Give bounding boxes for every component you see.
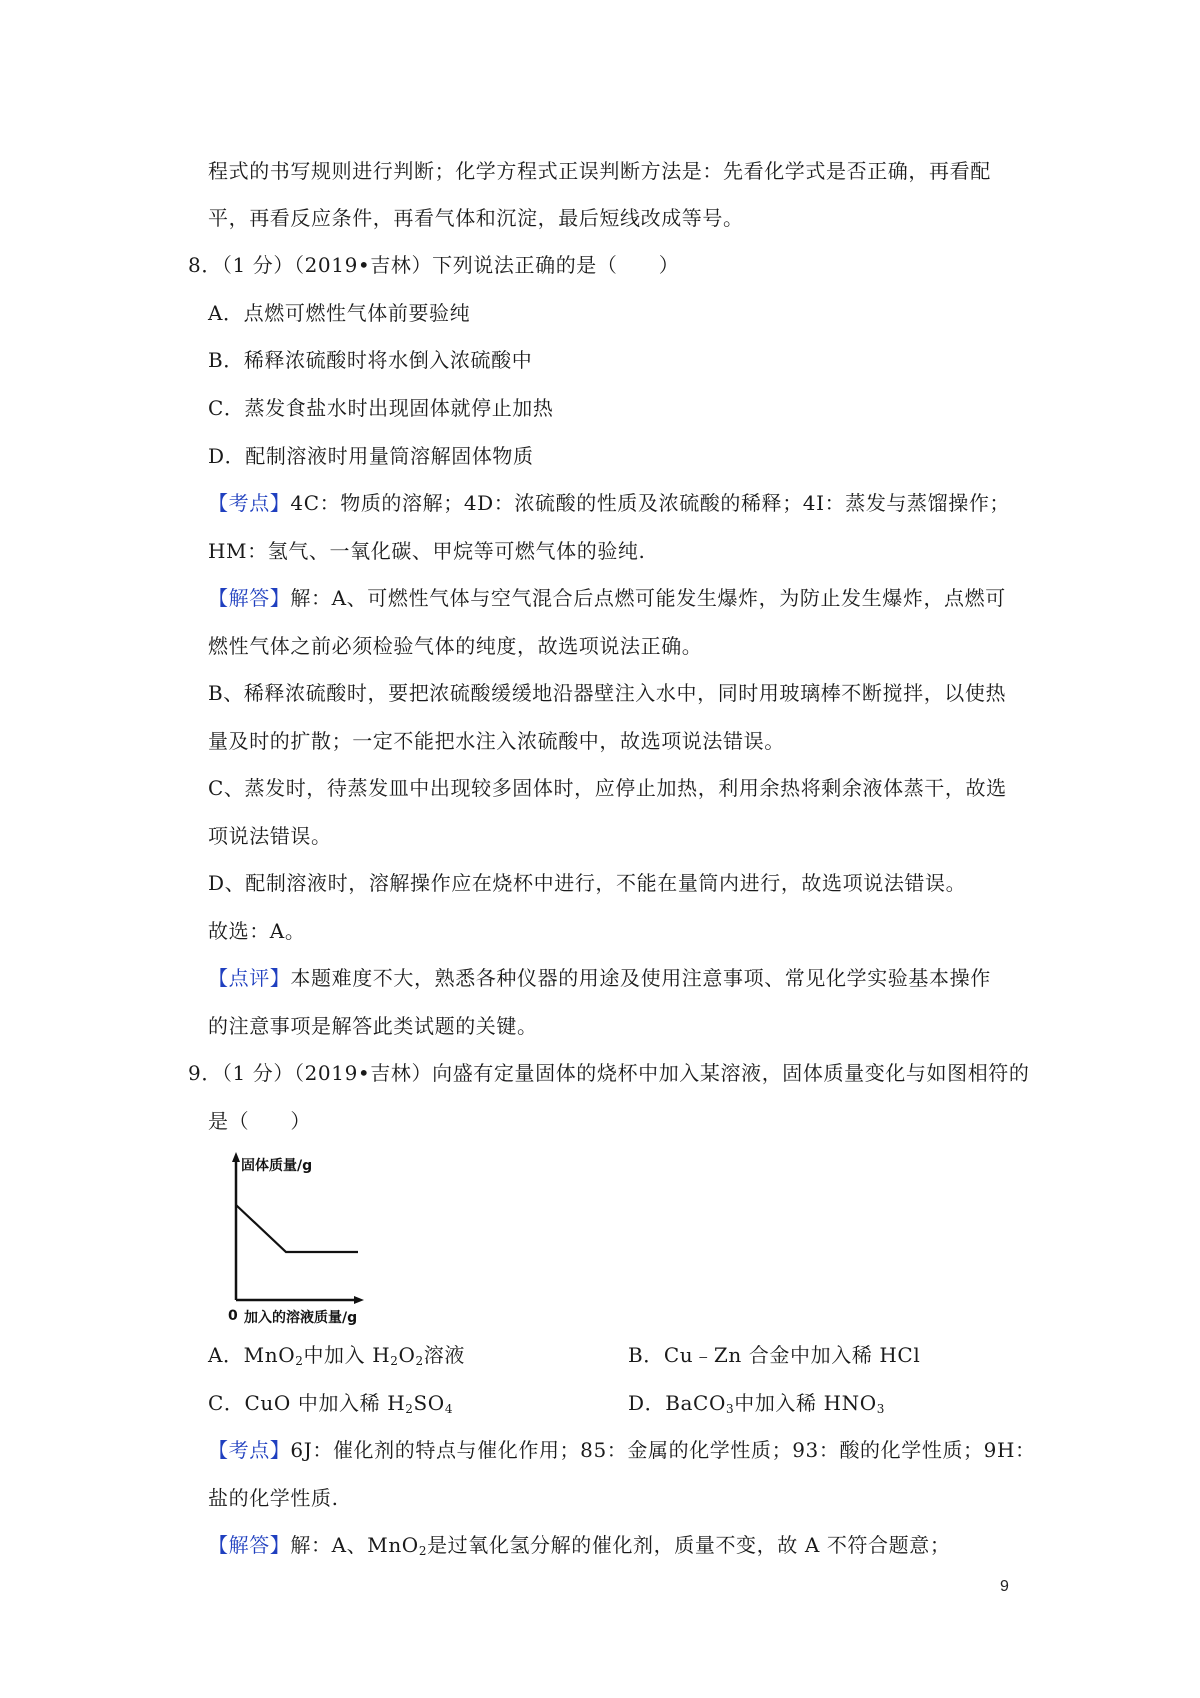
graph-x-arrow: [354, 1296, 364, 1304]
graph-line: [236, 1205, 358, 1252]
graph-ylabel: 固体质量/g: [241, 1158, 313, 1174]
q9-option-d-sub2: 3: [876, 1402, 885, 1416]
q9-option-d-post: 中加入稀 HNO: [734, 1391, 877, 1415]
q9-kaodian-text-2: 盐的化学性质.: [208, 1486, 339, 1510]
q9-jieda-post: 是过氧化氢分解的催化剂，质量不变，故 A 不符合题意；: [427, 1533, 951, 1557]
q9-jieda-pre: 解：A、MnO: [290, 1533, 419, 1557]
q9-option-d: [628, 1390, 885, 1422]
q8-option-c: C．蒸发食盐水时出现固体就停止加热: [208, 396, 554, 420]
continuation-line-2: 平，再看反应条件，再看气体和沉淀，最后短线改成等号。: [208, 206, 744, 230]
q9-jieda: [208, 1532, 950, 1564]
q8-jieda-text-7: D、配制溶液时，溶解操作应在烧杯中进行，不能在量筒内进行，故选项说法错误。: [208, 871, 967, 895]
q8-dianping-text-1: 本题难度不大，熟悉各种仪器的用途及使用注意事项、常见化学实验基本操作: [290, 966, 991, 990]
q8-jieda-text-1: 解：A、可燃性气体与空气混合后点燃可能发生爆炸，为防止发生爆炸，点燃可: [290, 586, 1006, 610]
q8-kaodian-text-1: 4C：物质的溶解；4D：浓硫酸的性质及浓硫酸的稀释；4I：蒸发与蒸馏操作；: [290, 491, 1011, 515]
q8-option-b: B．稀释浓硫酸时将水倒入浓硫酸中: [208, 348, 533, 372]
q9-option-a: [208, 1342, 465, 1374]
q9-option-c-sub1: 2: [405, 1402, 414, 1416]
q9-option-a-o: O: [398, 1343, 416, 1367]
q9-graph: [208, 1150, 368, 1325]
graph-y-arrow: [232, 1152, 240, 1162]
q9-option-b: B．Cu﹣Zn 合金中加入稀 HCl: [628, 1343, 921, 1367]
kaodian-tag: 【考点】: [208, 491, 291, 515]
q8-option-d: D．配制溶液时用量筒溶解固体物质: [208, 444, 534, 468]
q8-jieda: [208, 585, 1006, 611]
q9-jieda-tag: 【解答】: [208, 1533, 291, 1557]
q9-kaodian-tag: 【考点】: [208, 1438, 291, 1462]
q8-stem: 8．（1 分）（2019•吉林）下列说法正确的是（ ）: [188, 253, 680, 277]
q8-kaodian-text-2: HM：氢气、一氧化碳、甲烷等可燃气体的验纯.: [208, 539, 646, 563]
page-number: 9: [1000, 1578, 1009, 1595]
q9-option-c-sub2: 4: [444, 1402, 454, 1416]
q9-stem-1: 9．（1 分）（2019•吉林）向盛有定量固体的烧杯中加入某溶液，固体质量变化与如图相符的: [188, 1061, 1030, 1085]
q8-jieda-text-2: 燃性气体之前必须检验气体的纯度，故选项说法正确。: [208, 634, 703, 658]
q9-option-a-sub2: 2: [390, 1354, 399, 1368]
q9-option-a-pre: A．MnO: [208, 1343, 296, 1367]
q8-jieda-text-4: 量及时的扩散；一定不能把水注入浓硫酸中，故选项说法错误。: [208, 729, 785, 753]
q9-option-d-sub1: 3: [725, 1402, 735, 1416]
q9-option-c: [208, 1390, 453, 1422]
q9-kaodian-text-1: 6J：催化剂的特点与催化作用；85：金属的化学性质；93：酸的化学性质；9H：: [290, 1438, 1036, 1462]
graph-xlabel: 加入的溶液质量/g: [244, 1310, 358, 1325]
q9-option-c-pre: C．CuO 中加入稀 H: [208, 1391, 406, 1415]
q8-jieda-text-6: 项说法错误。: [208, 824, 332, 848]
q9-stem-2: 是（ ）: [208, 1109, 311, 1133]
q9-option-a-sub1: 2: [295, 1354, 304, 1368]
q9-option-c-mid: SO: [413, 1391, 445, 1415]
q9-jieda-sub: 2: [418, 1544, 428, 1558]
q8-jieda-text-3: B、稀释浓硫酸时，要把浓硫酸缓缓地沿器壁注入水中，同时用玻璃棒不断搅拌，以使热: [208, 681, 1007, 705]
q9-option-a-post: 溶液: [423, 1343, 465, 1367]
q8-option-a: A．点燃可燃性气体前要验纯: [208, 301, 471, 325]
q8-kaodian: [208, 490, 1010, 516]
q9-option-a-sub3: 2: [415, 1354, 424, 1368]
graph-origin: 0: [228, 1308, 238, 1324]
q8-dianping-text-2: 的注意事项是解答此类试题的关键。: [208, 1014, 538, 1038]
q9-option-a-mid: 中加入 H: [303, 1343, 391, 1367]
q9-kaodian: [208, 1437, 1036, 1463]
q9-option-d-pre: D．BaCO: [628, 1391, 726, 1415]
jieda-tag: 【解答】: [208, 586, 291, 610]
q8-jieda-text-5: C、蒸发时，待蒸发皿中出现较多固体时，应停止加热，利用余热将剩余液体蒸干，故选: [208, 776, 1007, 800]
q8-dianping: [208, 965, 991, 991]
q8-jieda-text-8: 故选：A。: [208, 919, 306, 943]
continuation-line-1: 程式的书写规则进行判断；化学方程式正误判断方法是：先看化学式是否正确，再看配: [208, 159, 991, 183]
dianping-tag: 【点评】: [208, 966, 291, 990]
